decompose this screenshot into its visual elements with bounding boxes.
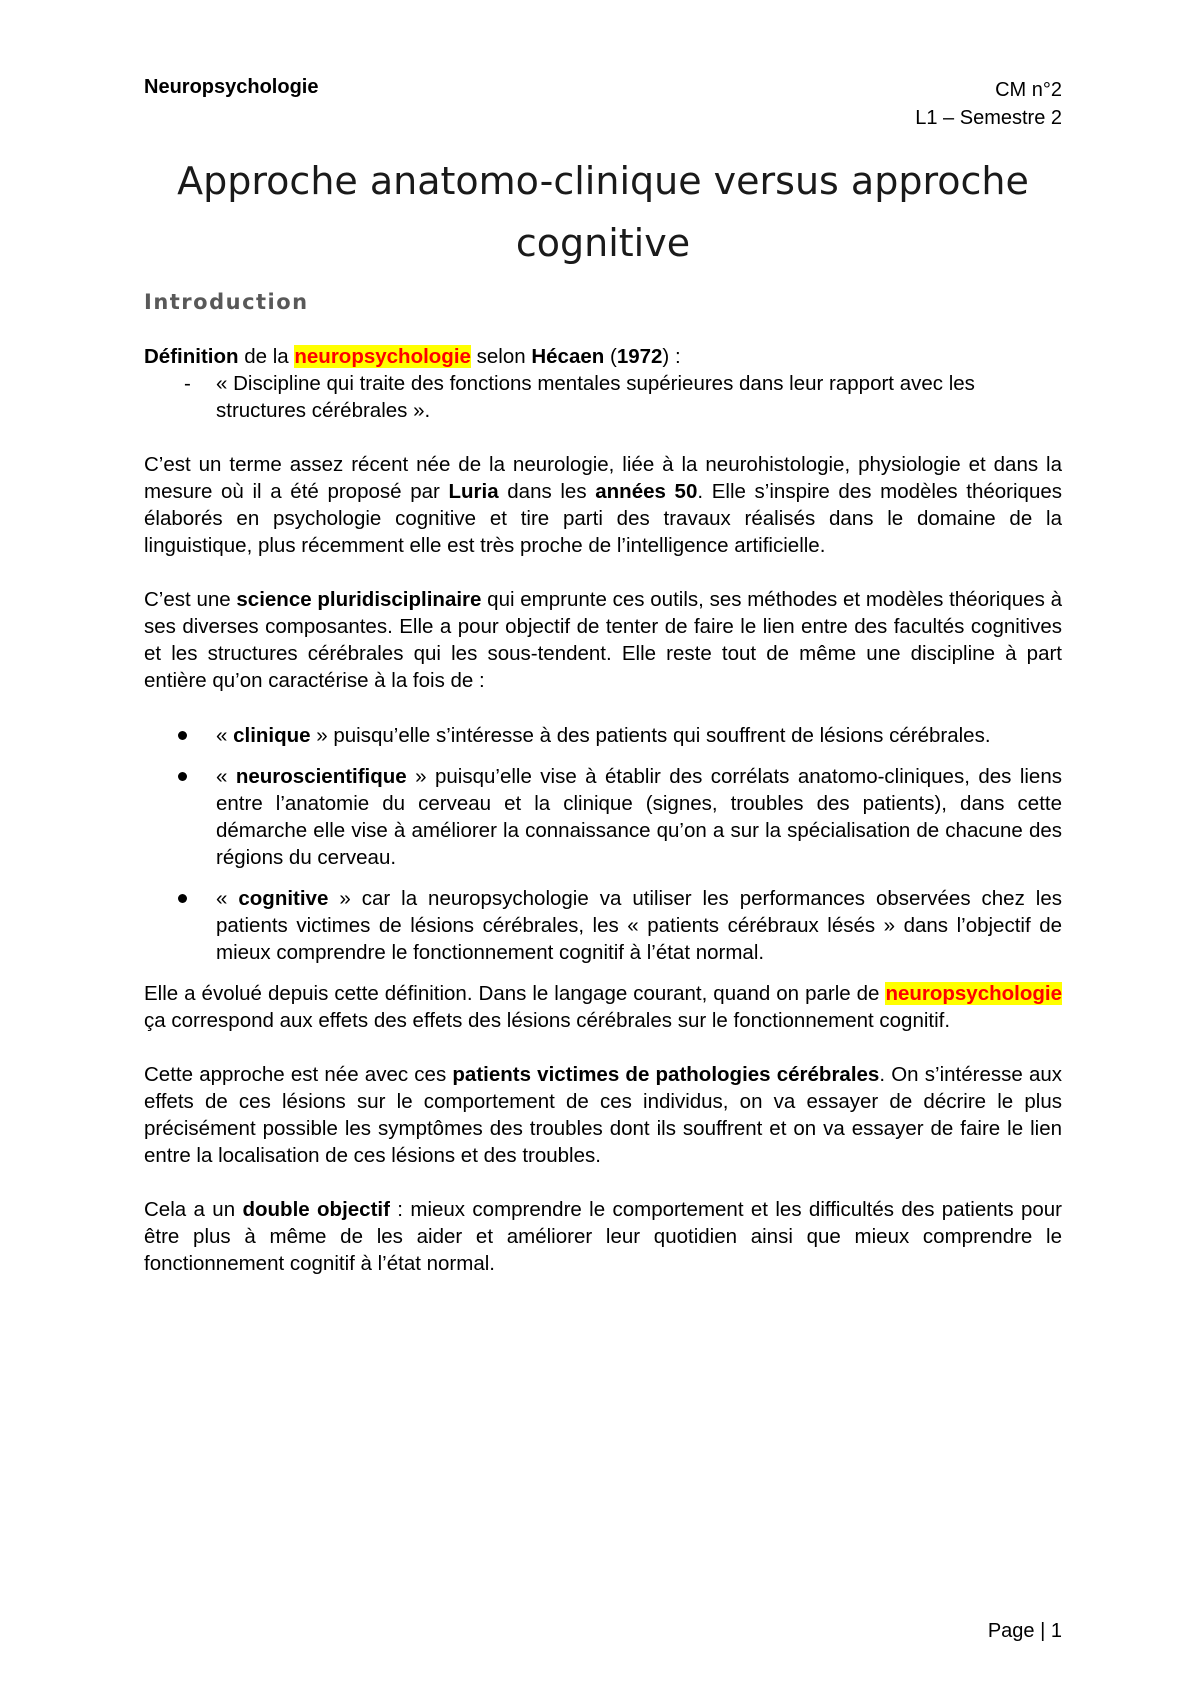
text-span: ) :: [662, 345, 681, 368]
paragraph-3: [144, 980, 1062, 1034]
text-span: dans les: [498, 480, 596, 503]
text-span: «: [216, 724, 234, 747]
text-span: » car la neuropsychologie va utiliser les performances observées chez les patients victimes de lésions cérébrales, les « patients cérébraux lésés » dans l’objectif de mieux comprendre le fonctionnement cognitif à l’état normal.: [216, 887, 1062, 964]
text-span: C’est un terme assez récent née de la neurologie, liée à la neurohistologie, physiologie et dans la mesure où il a été proposé par: [144, 453, 1062, 503]
text-span: : mieux comprendre le comportement et les difficultés des patients pour être plus à même de les aider et améliorer leur quotidien ainsi que mieux comprendre le fonctionnement cognitif à l’état normal.: [144, 1198, 1063, 1275]
document-body: [144, 343, 1062, 1277]
text-span: (: [604, 345, 617, 368]
bold-text: Luria: [448, 480, 499, 503]
text-span: . On s’intéresse aux effets de ces lésions sur le comportement de ces individus, on va essayer de décrire le plus précisément possible les symptômes des troubles dont ils souffrent et on va essayer de faire le lien entre la localisation de ces lésions et des troubles.: [144, 1063, 1062, 1167]
text-span: » puisqu’elle vise à établir des corrélats anatomo-cliniques, des liens entre l’anatomie du cerveau et la clinique (signes, troubles des patients), dans cette démarche elle vise à améliorer la connaissance qu’on a sur la spécialisation de chacune des régions du cerveau.: [216, 765, 1062, 869]
header-course-info: [915, 76, 1062, 132]
text-span: Cette approche est née avec ces: [144, 1063, 453, 1086]
text-span: selon: [470, 345, 532, 368]
list-item: [144, 722, 1062, 749]
text-span: Elle a évolué depuis cette définition. Dans le langage courant, quand on parle de: [144, 982, 886, 1005]
highlighted-term: neuropsychologie: [885, 982, 1062, 1005]
bold-text: neuroscientifique: [235, 765, 407, 788]
footer-separator: |: [1034, 1620, 1051, 1642]
footer-label: Page: [987, 1620, 1035, 1642]
header-level: L1 – Semestre 2: [915, 107, 1062, 129]
bold-text: années 50: [595, 480, 698, 503]
definition-quote: [144, 370, 1062, 424]
list-item: [144, 885, 1062, 966]
bullet-icon: [178, 731, 187, 740]
header-course: CM n°2: [995, 79, 1062, 101]
page-title: Approche anatomo-clinique versus approche cognitive: [177, 159, 1029, 265]
text-span: Cela a un: [144, 1198, 243, 1221]
text-span: . Elle s’inspire des modèles théoriques élaborés en psychologie cognitive et tire parti des travaux réalisés dans le domaine de la linguistique, plus récemment elle est très proche de l’intelligence artificielle.: [144, 480, 1062, 557]
definition-year: 1972: [616, 345, 663, 368]
bold-text: science pluridisciplinaire: [236, 588, 482, 611]
bold-text: double objectif: [242, 1198, 390, 1221]
text-span: C’est une: [144, 588, 237, 611]
list-item: [144, 763, 1062, 871]
bullet-icon: [178, 894, 187, 903]
page-number: 1: [1050, 1620, 1062, 1642]
bold-text: patients victimes de pathologies cérébrales: [452, 1063, 880, 1086]
highlighted-term: neuropsychologie: [294, 345, 471, 368]
author-name: Hécaen: [531, 345, 605, 368]
bold-text: cognitive: [238, 887, 329, 910]
header-subject: Neuropsychologie: [144, 76, 319, 98]
text-span: «: [216, 765, 236, 788]
text-span: qui emprunte ces outils, ses méthodes et modèles théoriques à ses diverses composantes. Elle a pour objectif de tenter de faire le lien entre des facultés cognitives et les structures cérébrales qui les sous-tendent. Elle reste tout de même une discipline à part entière qu’on caractérise à la fois de :: [144, 588, 1062, 692]
text-span: «: [216, 887, 239, 910]
definition-lead: Définition: [144, 345, 239, 368]
text-span: de la: [238, 345, 295, 368]
bullet-icon: [178, 772, 187, 781]
text-span: ça correspond aux effets des effets des lésions cérébrales sur le fonctionnement cognitif.: [144, 1009, 951, 1032]
paragraph-2: [144, 586, 1062, 694]
characteristics-list: [144, 722, 1062, 966]
text-span: » puisqu’elle s’intéresse à des patients qui souffrent de lésions cérébrales.: [310, 724, 991, 747]
bold-text: clinique: [233, 724, 311, 747]
paragraph-4: [144, 1061, 1062, 1169]
paragraph-5: [144, 1196, 1062, 1277]
page-footer: [988, 1620, 1062, 1643]
section-heading: Introduction: [144, 290, 309, 314]
paragraph-1: [144, 451, 1062, 559]
definition-line: [144, 343, 1062, 370]
quote-text: « Discipline qui traite des fonctions mentales supérieures dans leur rapport avec les structures cérébrales ».: [216, 372, 975, 422]
dash-marker: -: [184, 372, 191, 395]
